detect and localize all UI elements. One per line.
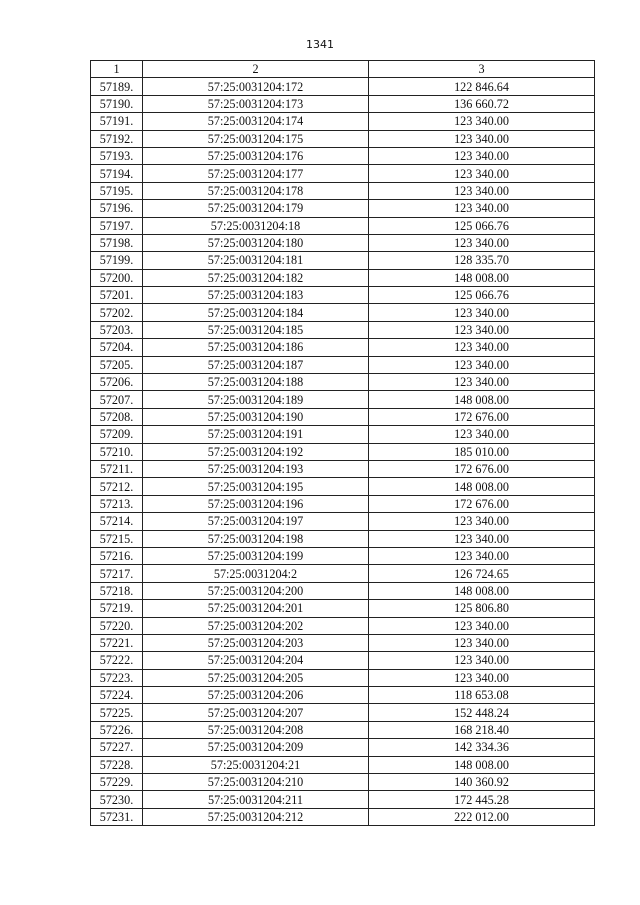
row-number-cell: 57222. — [91, 652, 143, 669]
value-cell: 172 445.28 — [369, 791, 595, 808]
cadastral-number-cell: 57:25:0031204:172 — [143, 78, 369, 95]
value-cell: 118 653.08 — [369, 687, 595, 704]
row-number-cell: 57204. — [91, 339, 143, 356]
row-number-cell: 57212. — [91, 478, 143, 495]
row-number-cell: 57207. — [91, 391, 143, 408]
value-cell: 123 340.00 — [369, 617, 595, 634]
value-cell: 142 334.36 — [369, 739, 595, 756]
row-number-cell: 57213. — [91, 495, 143, 512]
value-cell: 123 340.00 — [369, 321, 595, 338]
value-cell: 123 340.00 — [369, 113, 595, 130]
table-row — [91, 426, 595, 443]
value-cell: 125 806.80 — [369, 600, 595, 617]
cadastral-number-cell: 57:25:0031204:207 — [143, 704, 369, 721]
value-cell: 172 676.00 — [369, 408, 595, 425]
value-cell: 123 340.00 — [369, 547, 595, 564]
cadastral-number-cell: 57:25:0031204:201 — [143, 600, 369, 617]
cadastral-number-cell: 57:25:0031204:182 — [143, 269, 369, 286]
value-cell: 148 008.00 — [369, 582, 595, 599]
cadastral-number-cell: 57:25:0031204:175 — [143, 130, 369, 147]
row-number-cell: 57218. — [91, 582, 143, 599]
cadastral-number-cell: 57:25:0031204:188 — [143, 374, 369, 391]
row-number-cell: 57226. — [91, 721, 143, 738]
row-number-cell: 57223. — [91, 669, 143, 686]
row-number-cell: 57220. — [91, 617, 143, 634]
table-row — [91, 687, 595, 704]
row-number-cell: 57197. — [91, 217, 143, 234]
table-row — [91, 252, 595, 269]
row-number-cell: 57201. — [91, 287, 143, 304]
row-number-cell: 57217. — [91, 565, 143, 582]
column-header: 3 — [369, 61, 595, 78]
value-cell: 123 340.00 — [369, 530, 595, 547]
table-row — [91, 147, 595, 164]
table-row — [91, 495, 595, 512]
value-cell: 168 218.40 — [369, 721, 595, 738]
value-cell: 172 676.00 — [369, 460, 595, 477]
cadastral-number-cell: 57:25:0031204:174 — [143, 113, 369, 130]
value-cell: 123 340.00 — [369, 634, 595, 651]
table-row — [91, 704, 595, 721]
value-cell: 123 340.00 — [369, 513, 595, 530]
value-cell: 123 340.00 — [369, 130, 595, 147]
cadastral-number-cell: 57:25:0031204:203 — [143, 634, 369, 651]
row-number-cell: 57202. — [91, 304, 143, 321]
table-row — [91, 304, 595, 321]
table-row — [91, 113, 595, 130]
row-number-cell: 57205. — [91, 356, 143, 373]
cadastral-number-cell: 57:25:0031204:177 — [143, 165, 369, 182]
table-row — [91, 269, 595, 286]
table-header-row — [91, 61, 595, 78]
cadastral-number-cell: 57:25:0031204:205 — [143, 669, 369, 686]
row-number-cell: 57209. — [91, 426, 143, 443]
cadastral-number-cell: 57:25:0031204:210 — [143, 774, 369, 791]
row-number-cell: 57193. — [91, 147, 143, 164]
cadastral-number-cell: 57:25:0031204:209 — [143, 739, 369, 756]
row-number-cell: 57191. — [91, 113, 143, 130]
cadastral-number-cell: 57:25:0031204:211 — [143, 791, 369, 808]
row-number-cell: 57194. — [91, 165, 143, 182]
value-cell: 123 340.00 — [369, 147, 595, 164]
table-row — [91, 200, 595, 217]
value-cell: 126 724.65 — [369, 565, 595, 582]
row-number-cell: 57208. — [91, 408, 143, 425]
value-cell: 222 012.00 — [369, 808, 595, 825]
table-row — [91, 791, 595, 808]
table-row — [91, 600, 595, 617]
row-number-cell: 57211. — [91, 460, 143, 477]
cadastral-number-cell: 57:25:0031204:21 — [143, 756, 369, 773]
value-cell: 148 008.00 — [369, 478, 595, 495]
cadastral-number-cell: 57:25:0031204:212 — [143, 808, 369, 825]
row-number-cell: 57189. — [91, 78, 143, 95]
table-row — [91, 739, 595, 756]
cadastral-number-cell: 57:25:0031204:198 — [143, 530, 369, 547]
value-cell: 123 340.00 — [369, 234, 595, 251]
value-cell: 125 066.76 — [369, 287, 595, 304]
table-row — [91, 130, 595, 147]
cadastral-number-cell: 57:25:0031204:195 — [143, 478, 369, 495]
table-row — [91, 478, 595, 495]
cadastral-number-cell: 57:25:0031204:199 — [143, 547, 369, 564]
value-cell: 123 340.00 — [369, 200, 595, 217]
column-header: 2 — [143, 61, 369, 78]
row-number-cell: 57198. — [91, 234, 143, 251]
cadastral-number-cell: 57:25:0031204:18 — [143, 217, 369, 234]
value-cell: 185 010.00 — [369, 443, 595, 460]
row-number-cell: 57210. — [91, 443, 143, 460]
value-cell: 123 340.00 — [369, 304, 595, 321]
cadastral-number-cell: 57:25:0031204:191 — [143, 426, 369, 443]
cadastral-number-cell: 57:25:0031204:173 — [143, 95, 369, 112]
row-number-cell: 57225. — [91, 704, 143, 721]
table-row — [91, 339, 595, 356]
table-row — [91, 356, 595, 373]
cadastral-number-cell: 57:25:0031204:190 — [143, 408, 369, 425]
value-cell: 123 340.00 — [369, 669, 595, 686]
row-number-cell: 57231. — [91, 808, 143, 825]
value-cell: 123 340.00 — [369, 652, 595, 669]
value-cell: 148 008.00 — [369, 391, 595, 408]
value-cell: 148 008.00 — [369, 756, 595, 773]
row-number-cell: 57214. — [91, 513, 143, 530]
table-row — [91, 808, 595, 825]
value-cell: 123 340.00 — [369, 426, 595, 443]
table-row — [91, 287, 595, 304]
table-row — [91, 78, 595, 95]
table-row — [91, 182, 595, 199]
cadastral-number-cell: 57:25:0031204:187 — [143, 356, 369, 373]
row-number-cell: 57190. — [91, 95, 143, 112]
cadastral-number-cell: 57:25:0031204:200 — [143, 582, 369, 599]
table-row — [91, 513, 595, 530]
row-number-cell: 57228. — [91, 756, 143, 773]
cadastral-number-cell: 57:25:0031204:193 — [143, 460, 369, 477]
table-row — [91, 217, 595, 234]
value-cell: 152 448.24 — [369, 704, 595, 721]
value-cell: 140 360.92 — [369, 774, 595, 791]
row-number-cell: 57224. — [91, 687, 143, 704]
cadastral-number-cell: 57:25:0031204:202 — [143, 617, 369, 634]
value-cell: 122 846.64 — [369, 78, 595, 95]
cadastral-number-cell: 57:25:0031204:208 — [143, 721, 369, 738]
row-number-cell: 57215. — [91, 530, 143, 547]
cadastral-number-cell: 57:25:0031204:2 — [143, 565, 369, 582]
cadastral-number-cell: 57:25:0031204:180 — [143, 234, 369, 251]
value-cell: 123 340.00 — [369, 182, 595, 199]
table-row — [91, 547, 595, 564]
row-number-cell: 57200. — [91, 269, 143, 286]
row-number-cell: 57227. — [91, 739, 143, 756]
row-number-cell: 57221. — [91, 634, 143, 651]
cadastral-number-cell: 57:25:0031204:184 — [143, 304, 369, 321]
table-row — [91, 669, 595, 686]
cadastral-number-cell: 57:25:0031204:197 — [143, 513, 369, 530]
table-row — [91, 530, 595, 547]
value-cell: 123 340.00 — [369, 165, 595, 182]
row-number-cell: 57206. — [91, 374, 143, 391]
cadastral-number-cell: 57:25:0031204:206 — [143, 687, 369, 704]
value-cell: 123 340.00 — [369, 356, 595, 373]
value-cell: 136 660.72 — [369, 95, 595, 112]
cadastral-number-cell: 57:25:0031204:179 — [143, 200, 369, 217]
value-cell: 123 340.00 — [369, 339, 595, 356]
cadastral-number-cell: 57:25:0031204:183 — [143, 287, 369, 304]
cadastral-number-cell: 57:25:0031204:176 — [143, 147, 369, 164]
value-cell: 128 335.70 — [369, 252, 595, 269]
cadastral-number-cell: 57:25:0031204:196 — [143, 495, 369, 512]
value-cell: 123 340.00 — [369, 374, 595, 391]
row-number-cell: 57192. — [91, 130, 143, 147]
table-row — [91, 565, 595, 582]
table-row — [91, 234, 595, 251]
row-number-cell: 57196. — [91, 200, 143, 217]
table-row — [91, 374, 595, 391]
table-row — [91, 617, 595, 634]
table-row — [91, 634, 595, 651]
row-number-cell: 57195. — [91, 182, 143, 199]
cadastral-number-cell: 57:25:0031204:204 — [143, 652, 369, 669]
row-number-cell: 57229. — [91, 774, 143, 791]
table-row — [91, 774, 595, 791]
cadastral-number-cell: 57:25:0031204:192 — [143, 443, 369, 460]
row-number-cell: 57199. — [91, 252, 143, 269]
table-body — [91, 78, 595, 826]
table-row — [91, 756, 595, 773]
table-row — [91, 165, 595, 182]
value-cell: 125 066.76 — [369, 217, 595, 234]
cadastral-number-cell: 57:25:0031204:189 — [143, 391, 369, 408]
cadastral-number-cell: 57:25:0031204:181 — [143, 252, 369, 269]
row-number-cell: 57216. — [91, 547, 143, 564]
table-row — [91, 652, 595, 669]
cadastral-number-cell: 57:25:0031204:178 — [143, 182, 369, 199]
page-number: 1341 — [306, 38, 334, 51]
cadastral-number-cell: 57:25:0031204:186 — [143, 339, 369, 356]
data-table — [90, 60, 595, 826]
table-row — [91, 721, 595, 738]
table-row — [91, 443, 595, 460]
row-number-cell: 57230. — [91, 791, 143, 808]
table-row — [91, 460, 595, 477]
column-header: 1 — [91, 61, 143, 78]
table-row — [91, 321, 595, 338]
table-row — [91, 408, 595, 425]
table-row — [91, 391, 595, 408]
row-number-cell: 57219. — [91, 600, 143, 617]
row-number-cell: 57203. — [91, 321, 143, 338]
value-cell: 148 008.00 — [369, 269, 595, 286]
value-cell: 172 676.00 — [369, 495, 595, 512]
cadastral-number-cell: 57:25:0031204:185 — [143, 321, 369, 338]
table-row — [91, 582, 595, 599]
table-row — [91, 95, 595, 112]
